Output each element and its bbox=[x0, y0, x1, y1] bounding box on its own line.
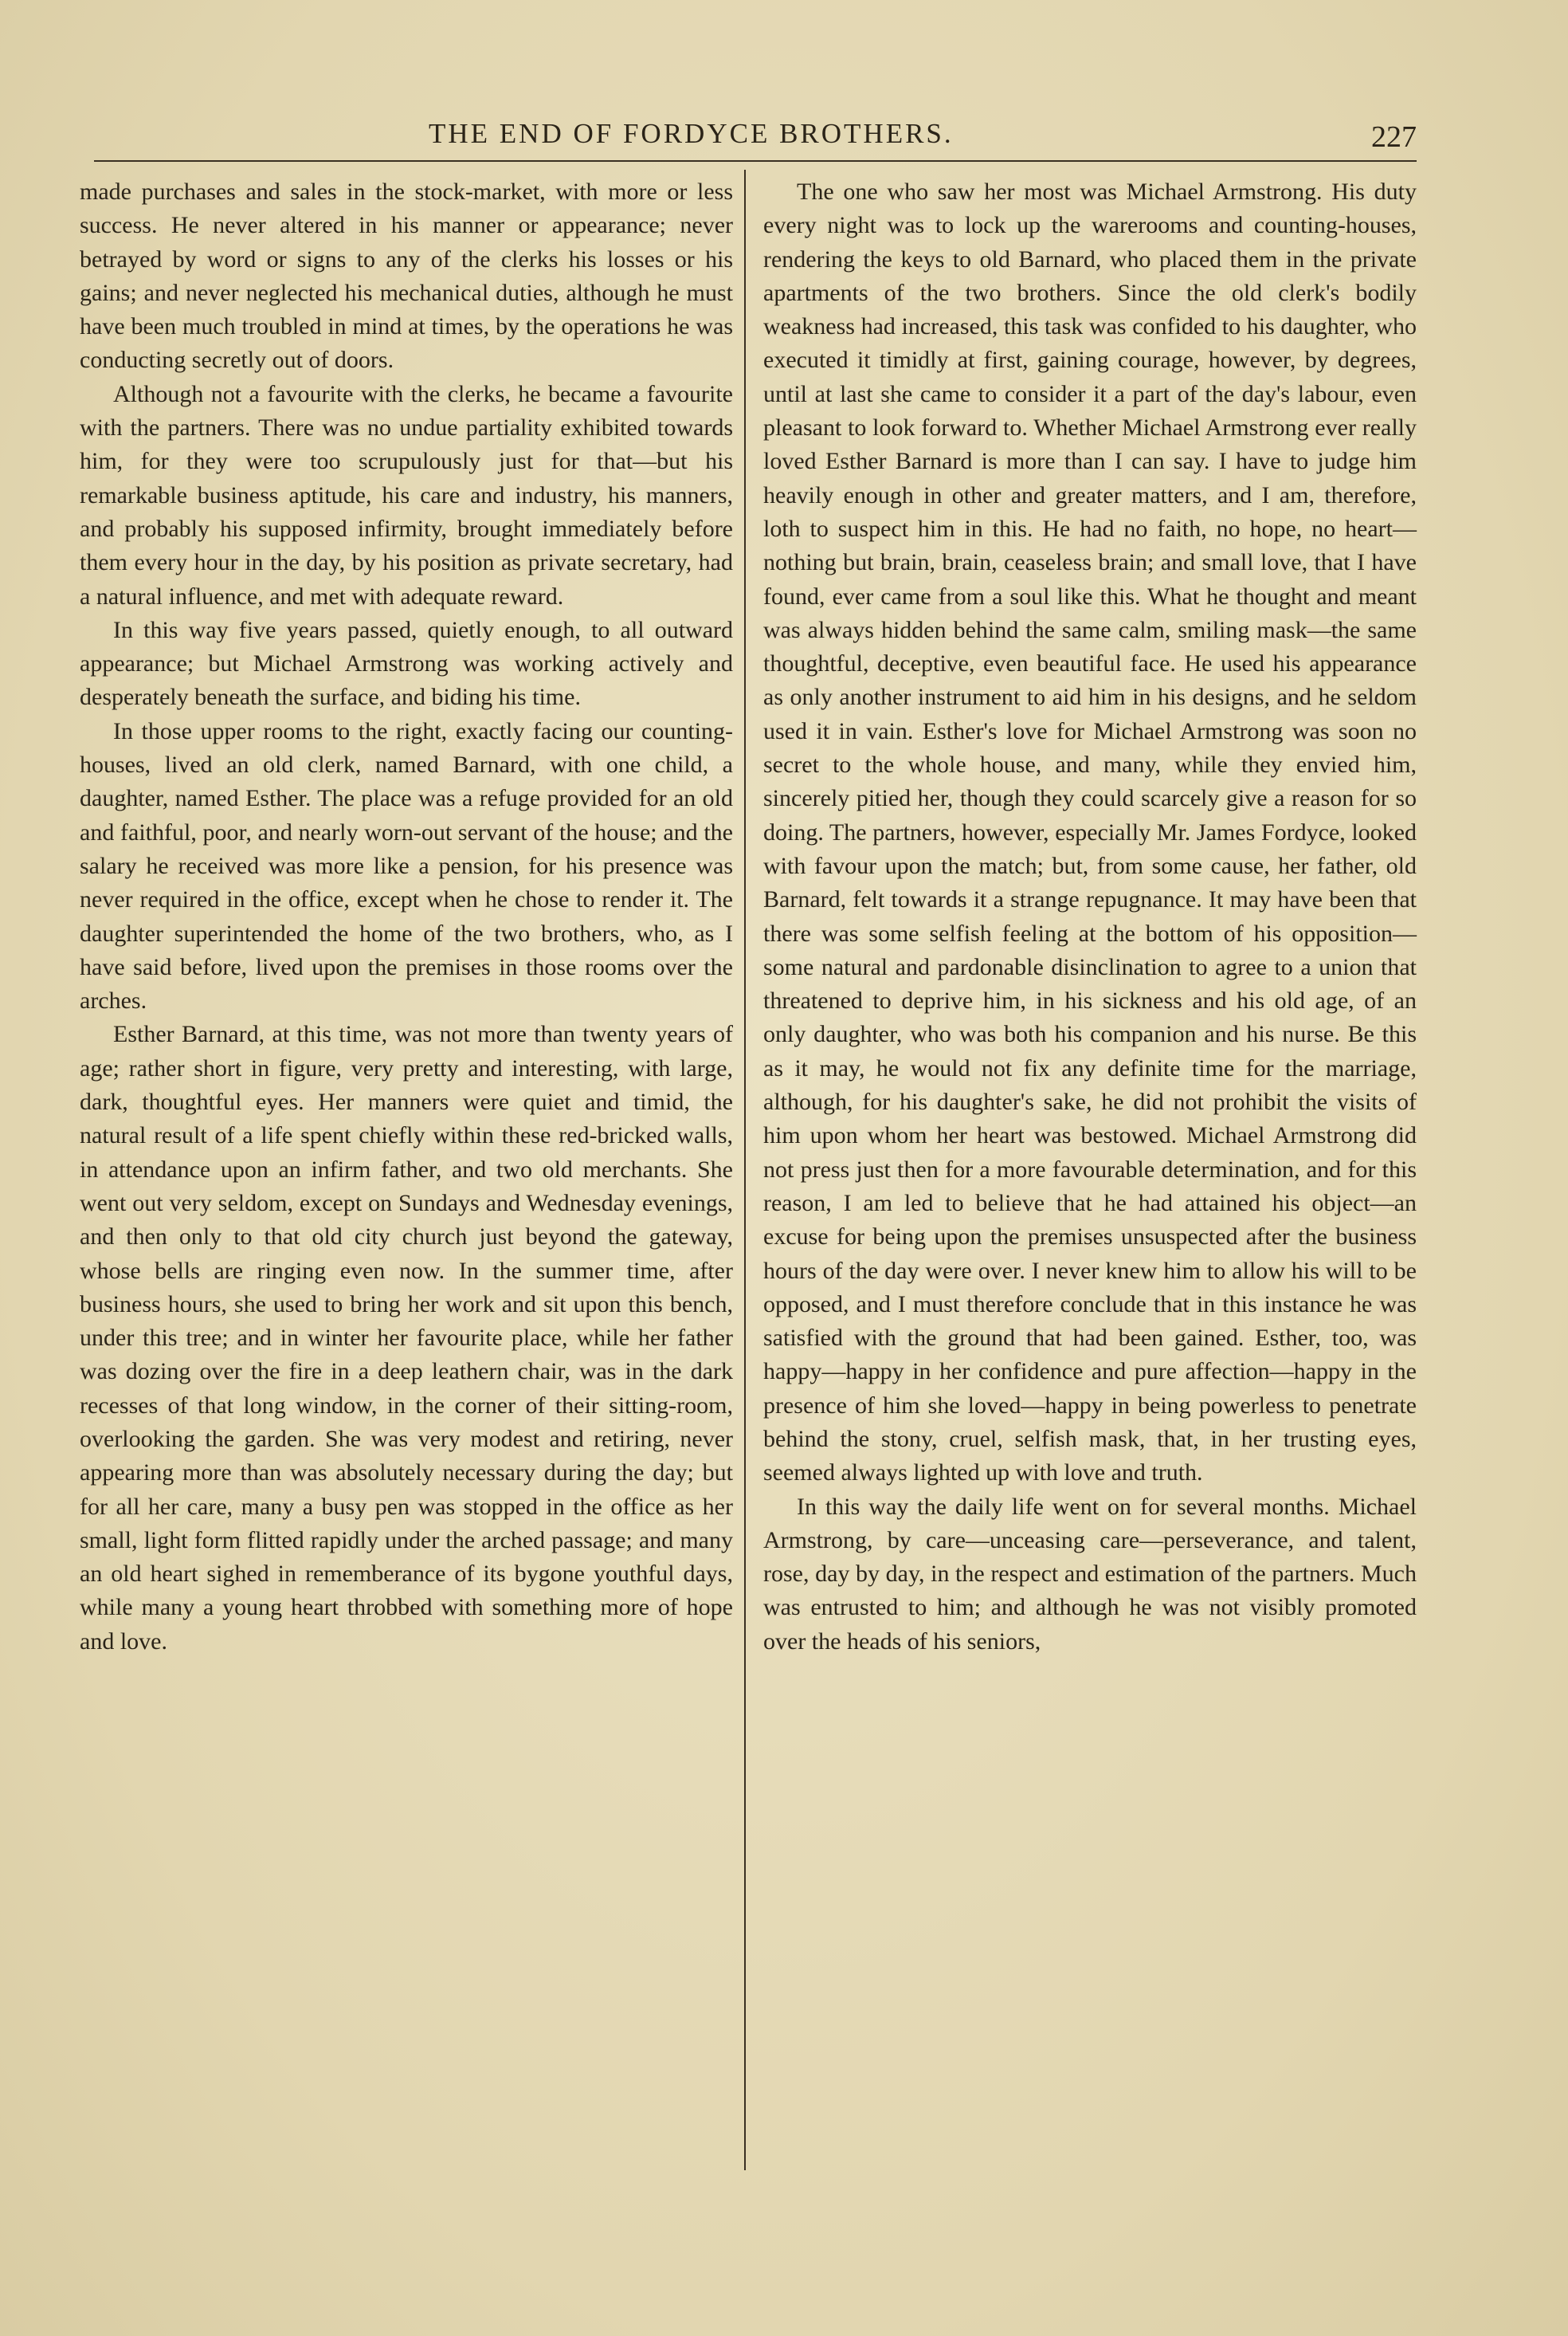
paragraph: In this way five years passed, quietly enough, to all outward appearance; but Michael Armstrong was working actively and desperately beneath the surface, and biding his time. bbox=[80, 616, 733, 711]
page-number: 227 bbox=[1371, 120, 1417, 154]
paragraph: In those upper rooms to the right, exactly facing our counting-houses, lived an old clerk, named Barnard, with one child, a daughter, named Esther. The place was a refuge provided for an old and faithful, poor, and nearly worn-out servant of the house; and the salary he received was more like a pension, for his presence was never required in the office, except when he chose to render it. The daughter superintended the home of the two brothers, who, as I have said before, lived upon the premises in those rooms over the arches. bbox=[80, 717, 733, 1015]
page-header bbox=[94, 110, 1417, 158]
paragraph: The one who saw her most was Michael Armstrong. His duty every night was to lock up the warerooms and counting-houses, rendering the keys to old Barnard, who placed them in the private apartments of the two brothers. Since the old clerk's bodily weakness had increased, this task was confided to his daughter, who executed it timidly at first, gaining courage, however, by degrees, until at last she came to consider it a part of the day's labour, even pleasant to look forward to. Whether Michael Armstrong ever really loved Esther Barnard is more than I can say. I have to judge him heavily enough in other and greater matters, and I am, therefore, loth to suspect him in this. He had no faith, no hope, no heart—nothing but brain, brain, ceaseless brain; and small love, that I have found, ever came from a soul like this. What he thought and meant was always hidden behind the same calm, smiling mask—the same thoughtful, deceptive, even beautiful face. He used his appearance as only another instrument to aid him in his designs, and he seldom used it in vain. Esther's love for Michael Armstrong was soon no secret to the whole house, and many, while they envied him, sincerely pitied her, though they could scarcely give a reason for so doing. The partners, however, especially Mr. James Fordyce, looked with favour upon the match; but, from some cause, her father, old Barnard, felt towards it a strange repugnance. It may have been that there was some selfish feeling at the bottom of his opposition—some natural and pardonable disinclination to agree to a union that threatened to deprive him, in his sickness and his old age, of an only daughter, who was both his companion and his nurse. Be this as it may, he would not fix any definite time for the marriage, although, for his daughter's sake, he did not prohibit the visits of him upon whom her heart was bestowed. Michael Armstrong did not press just then for a more favourable determination, and for this reason, I am led to believe that he had attained his object—an excuse for being upon the premises unsuspected after the business hours of the day were over. I never knew him to allow his will to be opposed, and I must therefore conclude that in this instance he was satisfied with the ground that had been gained. Esther, too, was happy—happy in her confidence and pure affection—happy in the presence of him she loved—happy in being powerless to penetrate behind the stony, cruel, selfish mask, that, in her trusting eyes, seemed always lighted up with love and truth. bbox=[763, 179, 1417, 1486]
paragraph: Esther Barnard, at this time, was not more than twenty years of age; rather short in figure, very pretty and interesting, with large, dark, thoughtful eyes. Her manners were quiet and timid, the natural result of a life spent chiefly within these red-bricked walls, in attendance upon an infirm father, and two old merchants. She went out very seldom, except on Sundays and Wednesday evenings, and then only to that old city church just beyond the gateway, whose bells are ringing even now. In the summer time, after business hours, she used to bring her work and sit upon this bench, under this tree; and in winter her favourite place, while her father was dozing over the fire in a deep leathern chair, was in the dark recesses of that long window, in the corner of their sitting-room, overlooking the garden. She was very modest and retiring, never appearing more than was absolutely necessary during the day; but for all her care, many a busy pen was stopped in the office as her small, light form flitted rapidly under the arched passage; and many an old heart sighed in rememberance of its bygone youthful days, while many a young heart throbbed with something more of hope and love. bbox=[80, 1021, 733, 1655]
paragraph: In this way the daily life went on for several months. Michael Armstrong, by care—unceasing care—perseverance, and talent, rose, day by day, in the respect and estimation of the partners. Much was entrusted to him; and although he was not visibly promoted over the heads of his seniors, bbox=[763, 1493, 1417, 1655]
running-title: THE END OF FORDYCE BROTHERS. bbox=[429, 118, 954, 149]
paragraph: made purchases and sales in the stock-market, with more or less success. He never altered in his manner or appearance; never betrayed by word or signs to any of the clerks his losses or his gains; and never neglected his mechanical duties, although he must have been much troubled in mind at times, by the operations he was conducting secretly out of doors. bbox=[80, 179, 733, 374]
left-column bbox=[80, 175, 733, 1659]
header-rule bbox=[94, 160, 1417, 162]
column-divider bbox=[744, 170, 746, 2170]
right-column bbox=[763, 175, 1417, 1659]
paragraph: Although not a favourite with the clerks, he became a favourite with the partners. There was no undue partiality exhibited towards him, for they were too scrupulously just for that—but his remarkable business aptitude, his care and industry, his manners, and probably his supposed infirmity, brought immediately before them every hour in the day, by his position as private secretary, had a natural influence, and met with adequate reward. bbox=[80, 380, 733, 610]
